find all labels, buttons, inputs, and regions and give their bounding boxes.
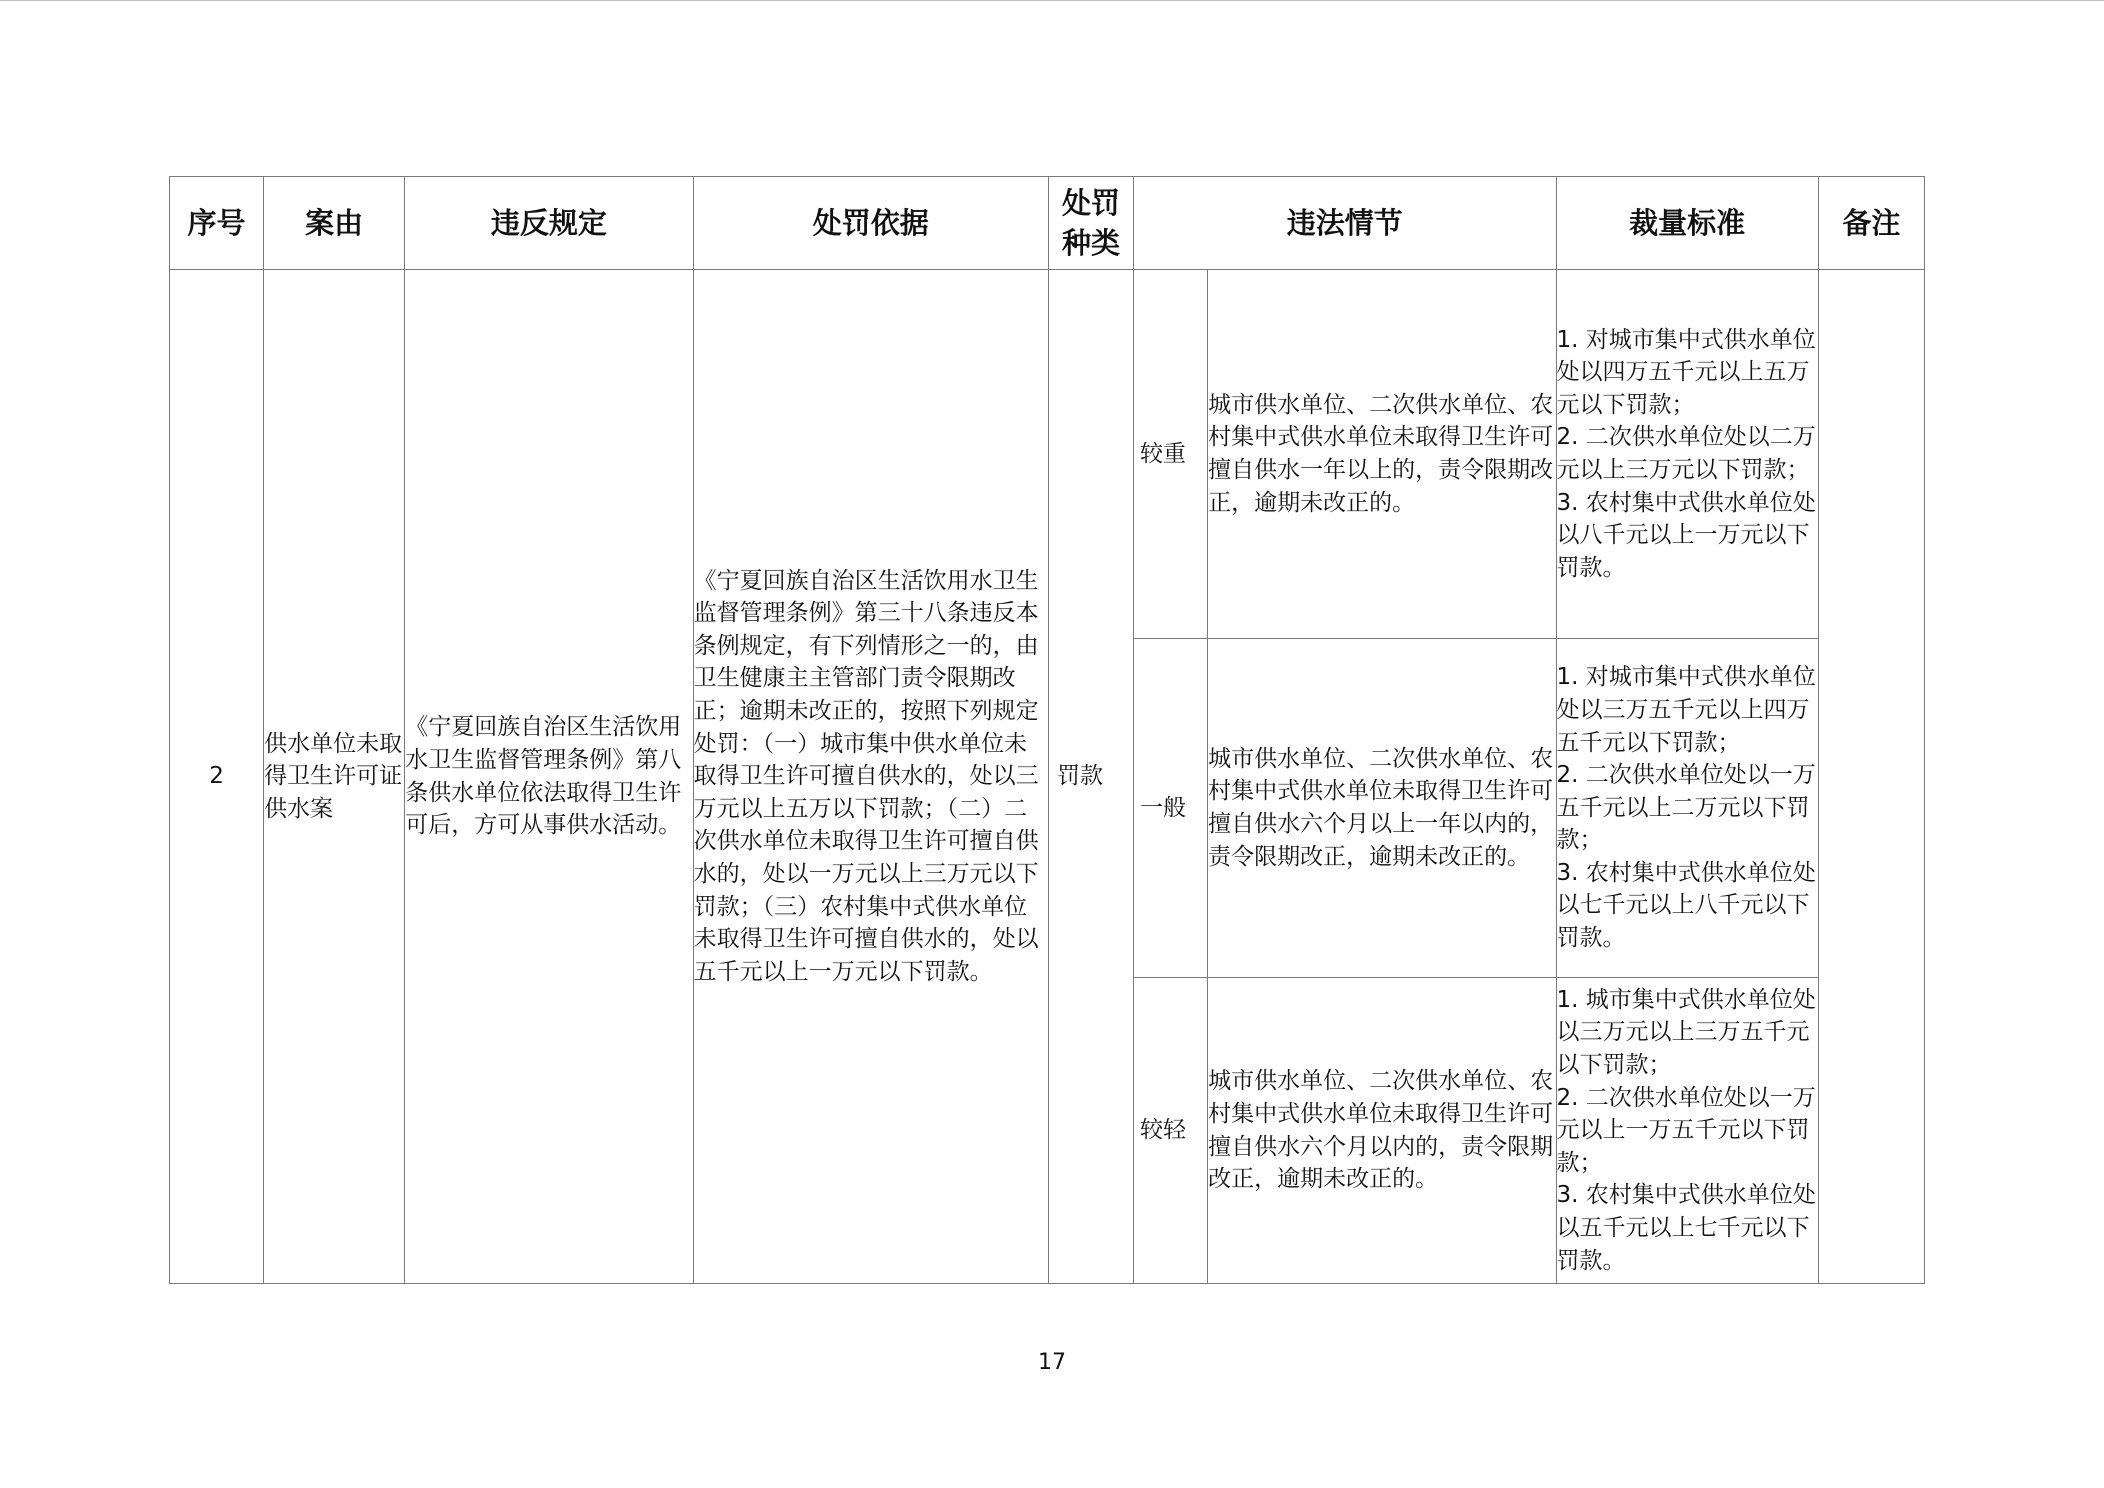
header-basis: 处罚依据 — [693, 177, 1048, 270]
cell-standard-heavy: 1. 对城市集中式供水单位处以四万五千元以上五万元以下罚款； 2. 二次供水单位处以二万元以上三万元以下罚款； 3. 农村集中式供水单位处以八千元以上一万元以下罚款。 — [1556, 270, 1818, 639]
cell-level-general: 一般 — [1134, 639, 1208, 978]
page-top-border — [0, 0, 2104, 1]
penalty-discretion-table — [169, 176, 1925, 1284]
header-penalty-type-text: 处罚种类 — [1061, 186, 1120, 260]
cell-level-heavy: 较重 — [1134, 270, 1208, 639]
cell-standard-light: 1. 城市集中式供水单位处以三万元以上三万五千元以下罚款； 2. 二次供水单位处以一万元以上一万五千元以下罚款； 3. 农村集中式供水单位处以五千元以上七千元以下罚款。 — [1556, 978, 1818, 1284]
table-row — [170, 270, 1925, 639]
header-circumstance: 违法情节 — [1134, 177, 1556, 270]
table-header-row — [170, 177, 1925, 270]
cell-basis: 《宁夏回族自治区生活饮用水卫生监督管理条例》第三十八条违反本条例规定，有下列情形之一的，由卫生健康主主管部门责令限期改正；逾期未改正的，按照下列规定处罚：（一）城市集中供水单位未取得卫生许可擅自供水的，处以三万元以上五万以下罚款；（二）二次供水单位未取得卫生许可擅自供水的，处以一万元以上三万元以下罚款；（三）农村集中式供水单位未取得卫生许可擅自供水的，处以五千元以上一万元以下罚款。 — [693, 270, 1048, 1284]
cell-standard-general: 1. 对城市集中式供水单位处以三万五千元以上四万五千元以下罚款； 2. 二次供水单位处以一万五千元以上二万元以下罚款； 3. 农村集中式供水单位处以七千元以上八千元以下罚款。 — [1556, 639, 1818, 978]
cell-circumstance-heavy: 城市供水单位、二次供水单位、农村集中式供水单位未取得卫生许可擅自供水一年以上的，责令限期改正，逾期未改正的。 — [1208, 270, 1556, 639]
cell-penalty-type: 罚款 — [1048, 270, 1133, 1284]
cell-level-light: 较轻 — [1134, 978, 1208, 1284]
cell-circumstance-general: 城市供水单位、二次供水单位、农村集中式供水单位未取得卫生许可擅自供水六个月以上一年以内的，责令限期改正，逾期未改正的。 — [1208, 639, 1556, 978]
cell-remark — [1818, 270, 1924, 1284]
header-violation: 违反规定 — [405, 177, 693, 270]
cell-case: 供水单位未取得卫生许可证供水案 — [264, 270, 405, 1284]
header-standard: 裁量标准 — [1556, 177, 1818, 270]
cell-seq: 2 — [170, 270, 264, 1284]
page-number: 17 — [1038, 1350, 1066, 1375]
cell-circumstance-light: 城市供水单位、二次供水单位、农村集中式供水单位未取得卫生许可擅自供水六个月以内的，责令限期改正，逾期未改正的。 — [1208, 978, 1556, 1284]
header-remark: 备注 — [1818, 177, 1924, 270]
header-seq: 序号 — [170, 177, 264, 270]
cell-violation: 《宁夏回族自治区生活饮用水卫生监督管理条例》第八条供水单位依法取得卫生许可后，方可从事供水活动。 — [405, 270, 693, 1284]
header-penalty-type — [1048, 177, 1133, 270]
header-case: 案由 — [264, 177, 405, 270]
